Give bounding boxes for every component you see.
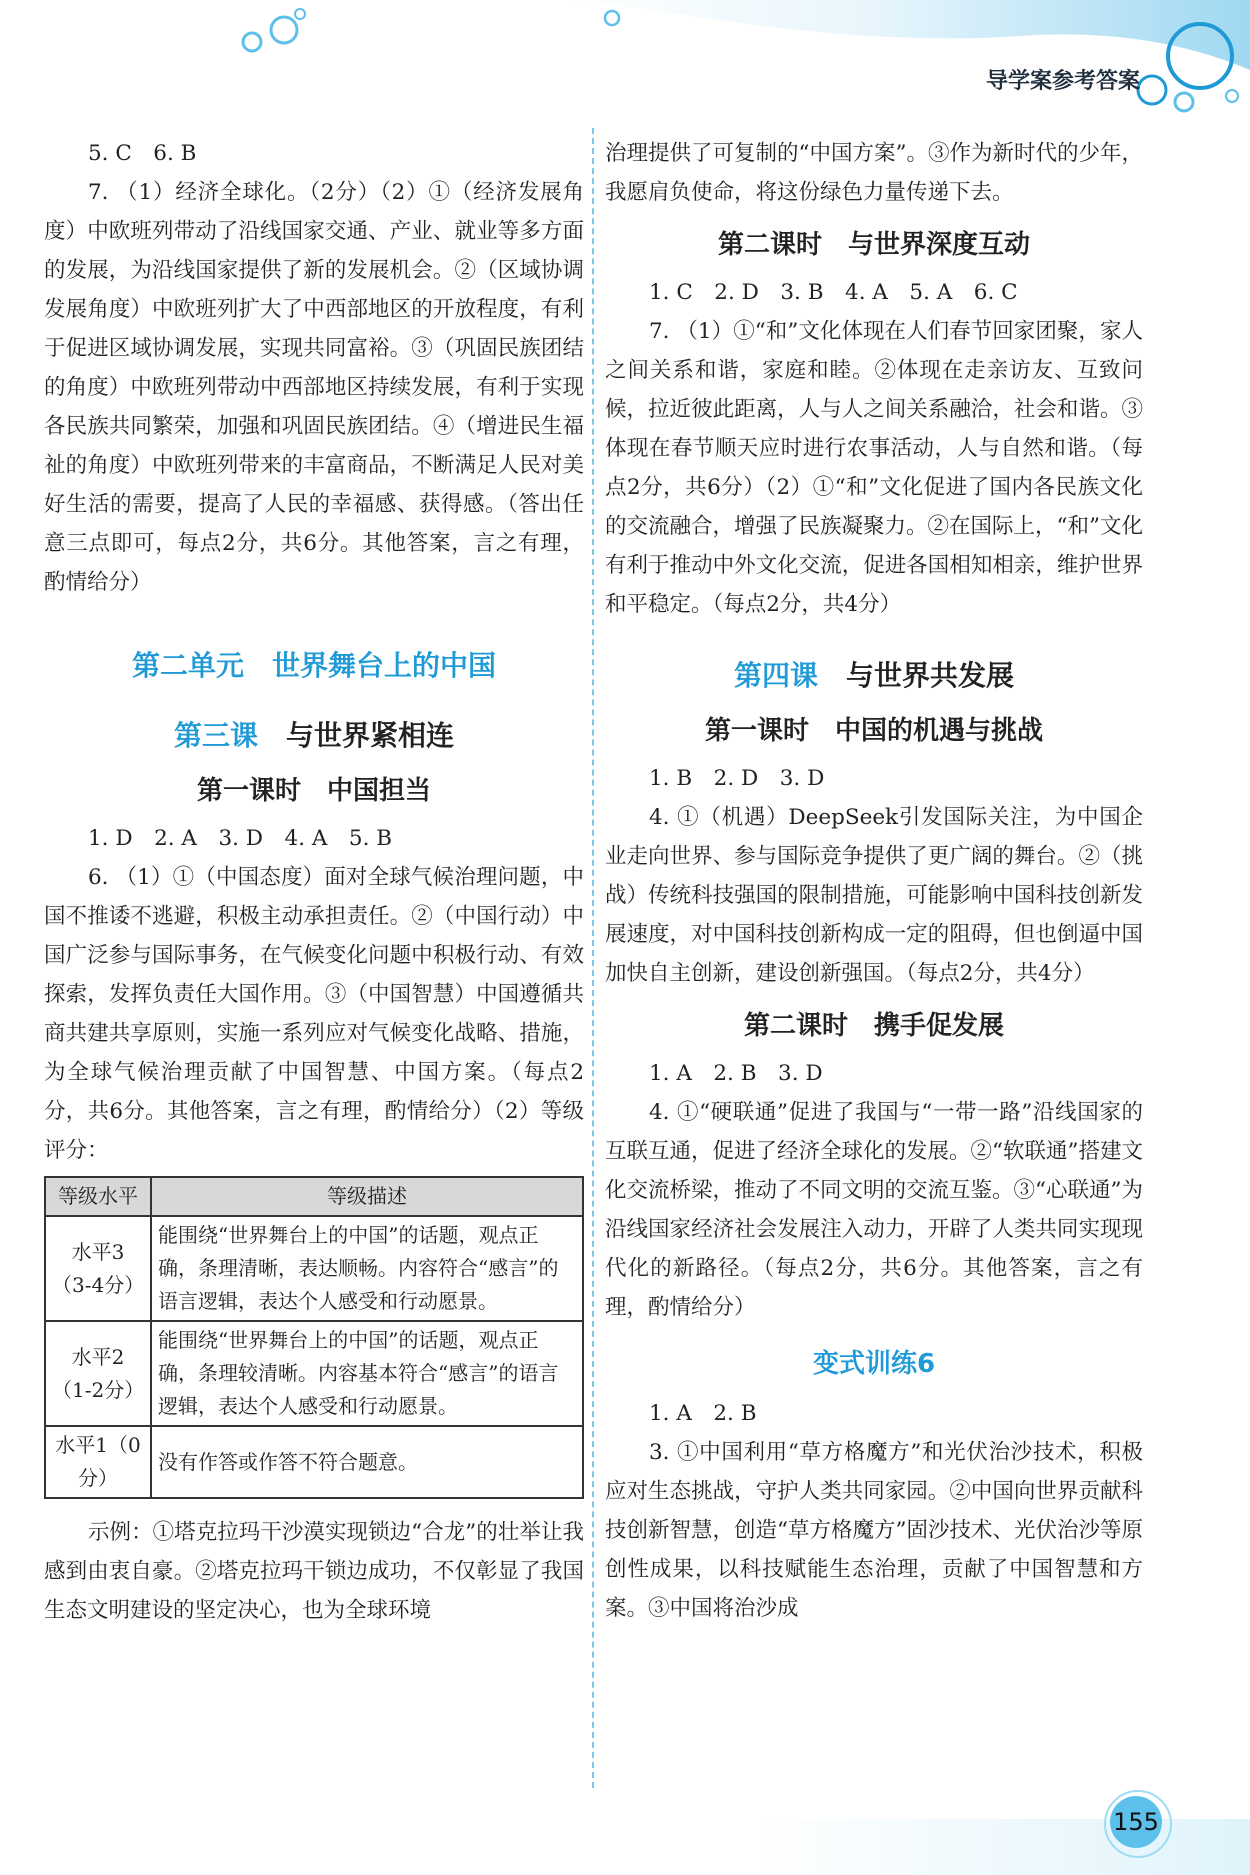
header-title: 导学案参考答案 [985,69,1140,94]
table-row [45,1321,583,1426]
lesson-3-period-2-title: 第二课时 与世界深度互动 [717,230,1030,260]
example-answer: 示例：①塔克拉玛干沙漠实现锁边“合龙”的壮举让我感到由衷自豪。②塔克拉玛干锁边成功，不仅彰显了我国生态文明建设的坚定决心，也为全球环境 [44,1520,584,1623]
footer-decoration [0,1819,1250,1875]
answer-4-deepseek: 4. ①（机遇）DeepSeek引发国际关注，为中国企业走向世界、参与国际竞争提供了更广阔的舞台。②（挑战）传统科技强国的限制措施，可能影响中国科技创新发展速度，对中国科技创新构成一定的阻碍，但也倒逼中国加快自主创新，建设创新强国。（每点2分，共4分） [605,805,1143,986]
answer-1-2: 1. A 2. B [649,1401,757,1426]
level-cell: 水平1（0分） [45,1426,151,1498]
header-decoration [0,0,1250,120]
desc-cell: 没有作答或作答不符合题意。 [151,1426,583,1498]
answer-3-desert: 3. ①中国利用“草方格魔方”和光伏治沙技术，积极应对生态挑战，守护人类共同家园。②中国向世界贡献科技创新智慧，创造“草方格魔方”固沙技术、光伏治沙等原创性成果，以科技赋能生态治理，贡献了中国智慧和方案。③中国将治沙成 [605,1440,1143,1621]
lesson-3-title [44,714,584,754]
answer-5-6: 5. C 6. B [88,141,197,166]
answer-7-he-culture: 7. （1）①“和”文化体现在人们春节回家团聚，家人之间关系和谐，家庭和睦。②体现在走亲访友、互致问候，拉近彼此距离，人与人之间关系融洽，社会和谐。③体现在春节顺天应时进行农事活动，人与自然和谐。（每点2分，共6分）（2）①“和”文化促进了国内各民族文化的交流融合，增强了民族凝聚力。②在国际上，“和”文化有利于推动中外文化交流，促进各国相知相亲，维护世界和平稳定。（每点2分，共4分） [605,319,1143,617]
column-divider [592,128,594,1788]
table-row [45,1426,583,1498]
header-level: 等级水平 [45,1177,151,1216]
lesson-3-label: 第三课 [173,719,258,752]
answer-1-6: 1. C 2. D 3. B 4. A 5. A 6. C [649,280,1018,305]
desc-cell: 能围绕“世界舞台上的中国”的话题，观点正确，条理清晰，表达顺畅。内容符合“感言”的语言逻辑，表达个人感受和行动愿景。 [151,1216,583,1321]
grading-table [44,1176,584,1499]
table-row [45,1216,583,1321]
header-desc: 等级描述 [151,1177,583,1216]
answer-4-belt-road: 4. ①“硬联通”促进了我国与“一带一路”沿线国家的互联互通，促进了经济全球化的发展。②“软联通”搭建文化交流桥梁，推动了不同文明的交流互鉴。③“心联通”为沿线国家经济社会发展注入动力，开辟了人类共同实现现代化的新路径。（每点2分，共6分。其他答案，言之有理，酌情给分） [605,1100,1143,1320]
level-cell: 水平3（3-4分） [45,1216,151,1321]
left-column [44,134,584,1630]
lesson-3-period-1-title: 第一课时 中国担当 [196,776,431,806]
desc-cell: 能围绕“世界舞台上的中国”的话题，观点正确，条理较清晰。内容基本符合“感言”的语言逻辑，表达个人感受和行动愿景。 [151,1321,583,1426]
right-column [605,134,1143,1628]
lesson-4-period-2-title: 第二课时 携手促发展 [743,1011,1004,1041]
lesson-4-label: 第四课 [733,659,818,692]
answer-6: 6. （1）①（中国态度）面对全球气候治理问题，中国不推诿不逃避，积极主动承担责任。②（中国行动）中国广泛参与国际事务，在气候变化问题中积极行动、有效探索，发挥负责任大国作用。③（中国智慧）中国遵循共商共建共享原则，实施一系列应对气候变化战略、措施，为全球气候治理贡献了中国智慧、中国方案。（每点2分，共6分。其他答案，言之有理，酌情给分）（2）等级评分： [44,865,584,1163]
answer-7: 7. （1）经济全球化。（2分）（2）①（经济发展角度）中欧班列带动了沿线国家交通、产业、就业等多方面的发展，为沿线国家提供了新的发展机会。②（区域协调发展角度）中欧班列扩大了中西部地区的开放程度，有利于促进区域协调发展，实现共同富裕。③（巩固民族团结的角度）中欧班列带动中西部地区持续发展，有利于实现各民族共同繁荣，加强和巩固民族团结。④（增进民生福祉的角度）中欧班列带来的丰富商品，不断满足人民对美好生活的需要，提高了人民的幸福感、获得感。（答出任意三点即可，每点2分，共6分。其他答案，言之有理，酌情给分） [44,180,584,595]
page-number: 155 [1110,1796,1162,1848]
lesson-3-name: 与世界紧相连 [286,719,455,752]
answer-1-3-b: 1. A 2. B 3. D [649,1061,823,1086]
lesson-4-name: 与世界共发展 [846,659,1015,692]
answer-1-3-a: 1. B 2. D 3. D [649,766,825,791]
lesson-4-period-1-title: 第一课时 中国的机遇与挑战 [704,716,1043,746]
unit-title: 第二单元 世界舞台上的中国 [131,649,496,682]
example-answer-continued: 治理提供了可复制的“中国方案”。③作为新时代的少年，我愿肩负使命，将这份绿色力量传递下去。 [605,141,1143,205]
variant-training-title: 变式训练6 [812,1349,936,1379]
level-cell: 水平2（1-2分） [45,1321,151,1426]
answer-1-5: 1. D 2. A 3. D 4. A 5. B [88,826,393,851]
grading-table-header [45,1177,583,1216]
lesson-4-title [605,654,1143,694]
